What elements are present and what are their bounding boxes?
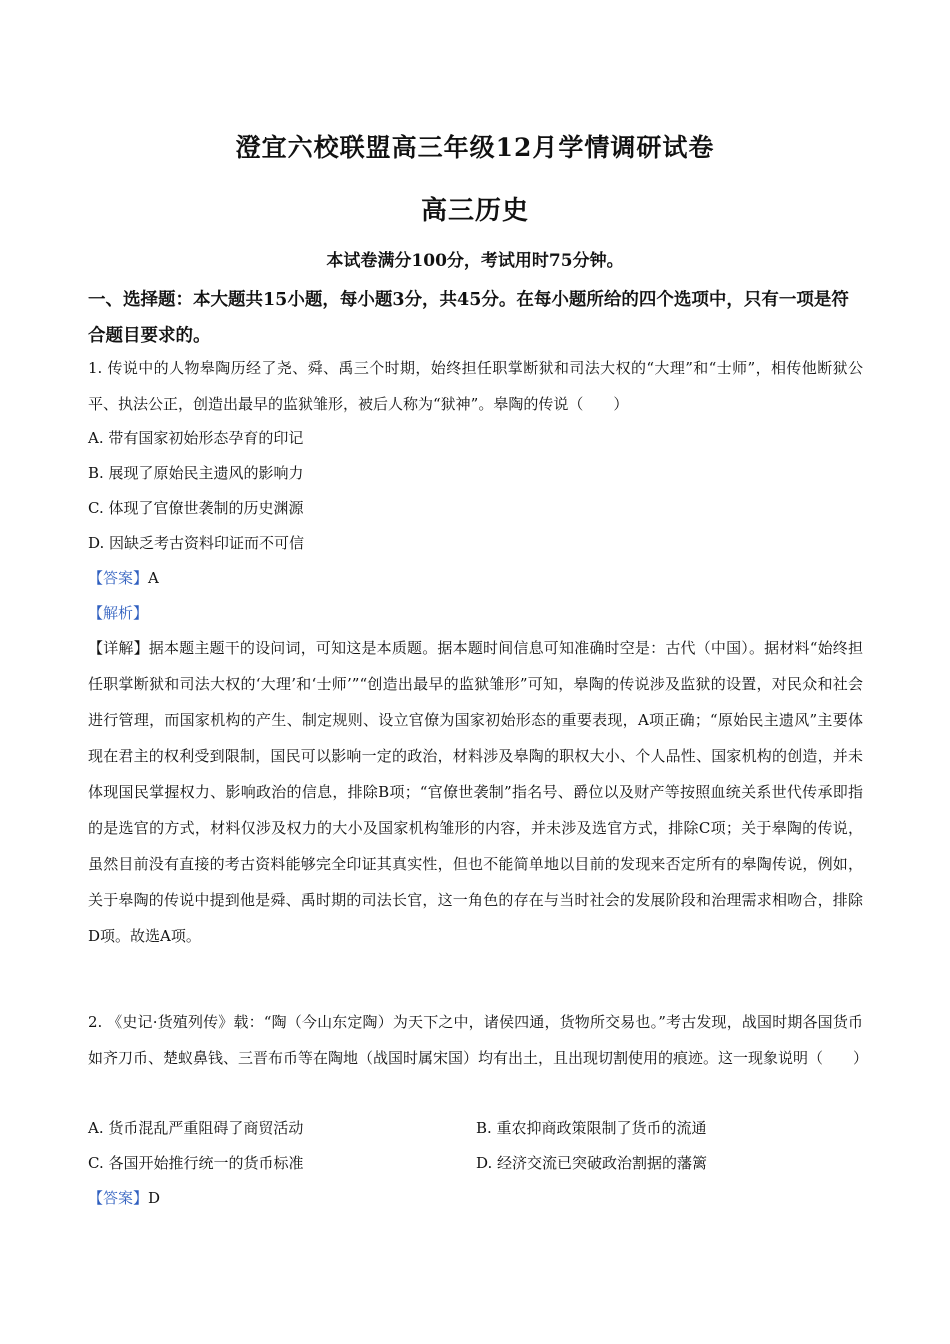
q1-option-d: D. 因缺乏考古资料印证而不可信 [88, 534, 305, 552]
q2-option-c: C. 各国开始推行统一的货币标准 [88, 1154, 304, 1172]
q2-answer-line [88, 1187, 160, 1209]
q1-analysis-line [88, 602, 148, 624]
analysis-tag: 【解析】 [88, 604, 149, 622]
answer-tag: 【答案】 [88, 1189, 149, 1207]
q2-stem: 2. 《史记·货殖列传》载：“陶（今山东定陶）为天下之中，诸侯四通，货物所交易也。”考古发现，战国时期各国货币如齐刀币、楚蚁鼻钱、三晋布币等在陶地（战国时属宋国）均有出土，且出现切割使用的痕迹。这一现象说明（ ） [88, 1013, 869, 1067]
q2-option-a: A. 货币混乱严重阻碍了商贸活动 [88, 1119, 304, 1137]
q2-answer: D [148, 1189, 161, 1207]
answer-tag: 【答案】 [88, 569, 149, 587]
q1-answer-line [88, 567, 159, 589]
section-heading: 一、选择题：本大题共15小题，每小题3分，共45分。在每小题所给的四个选项中，只有一项是符合题目要求的。 [88, 290, 849, 346]
subject-title: 高三历史 [420, 196, 529, 226]
q1-option-c: C. 体现了官僚世袭制的历史渊源 [88, 499, 304, 517]
q1-option-a: A. 带有国家初始形态孕育的印记 [88, 429, 304, 447]
q2-option-b: B. 重农抑商政策限制了货币的流通 [476, 1119, 707, 1137]
exam-info: 本试卷满分100分，考试用时75分钟。 [326, 251, 624, 271]
q1-detail: 【详解】据本题主题干的设问词，可知这是本质题。据本题时间信息可知准确时空是：古代（中国）。据材料“始终担任职掌断狱和司法大权的‘大理’和‘士师’”“创造出最早的监狱雏形”可知，皋陶的传说涉及监狱的设置，对民众和社会进行管理，而国家机构的产生、制定规则、设立官僚为国家初始形态的重要表现，A项正确；“原始民主遗风”主要体现在君主的权利受到限制，国民可以影响一定的政治，材料涉及皋陶的职权大小、个人品性、国家机构的创造，并未体现国民掌握权力、影响政治的信息，排除B项；“官僚世袭制”指名号、爵位以及财产等按照血统关系世代传承即指的是选官的方式，材料仅涉及权力的大小及国家机构雏形的内容，并未涉及选官方式，排除C项；关于皋陶的传说，虽然目前没有直接的考古资料能够完全印证其真实性，但也不能简单地以目前的发现来否定所有的皋陶传说，例如，关于皋陶的传说中提到他是舜、禹时期的司法长官，这一角色的存在与当时社会的发展阶段和治理需求相吻合，排除D项。故选A项。 [88, 639, 863, 945]
q1-option-b: B. 展现了原始民主遗风的影响力 [88, 464, 304, 482]
q2-option-d: D. 经济交流已突破政治割据的藩篱 [476, 1154, 708, 1172]
q1-answer: A [148, 569, 159, 587]
q1-stem: 1. 传说中的人物皋陶历经了尧、舜、禹三个时期，始终担任职掌断狱和司法大权的“大理”和“士师”，相传他断狱公平、执法公正，创造出最早的监狱雏形，被后人称为“狱神”。皋陶的传说（ ） [88, 359, 863, 413]
exam-title: 澄宜六校联盟高三年级12月学情调研试卷 [235, 133, 715, 162]
